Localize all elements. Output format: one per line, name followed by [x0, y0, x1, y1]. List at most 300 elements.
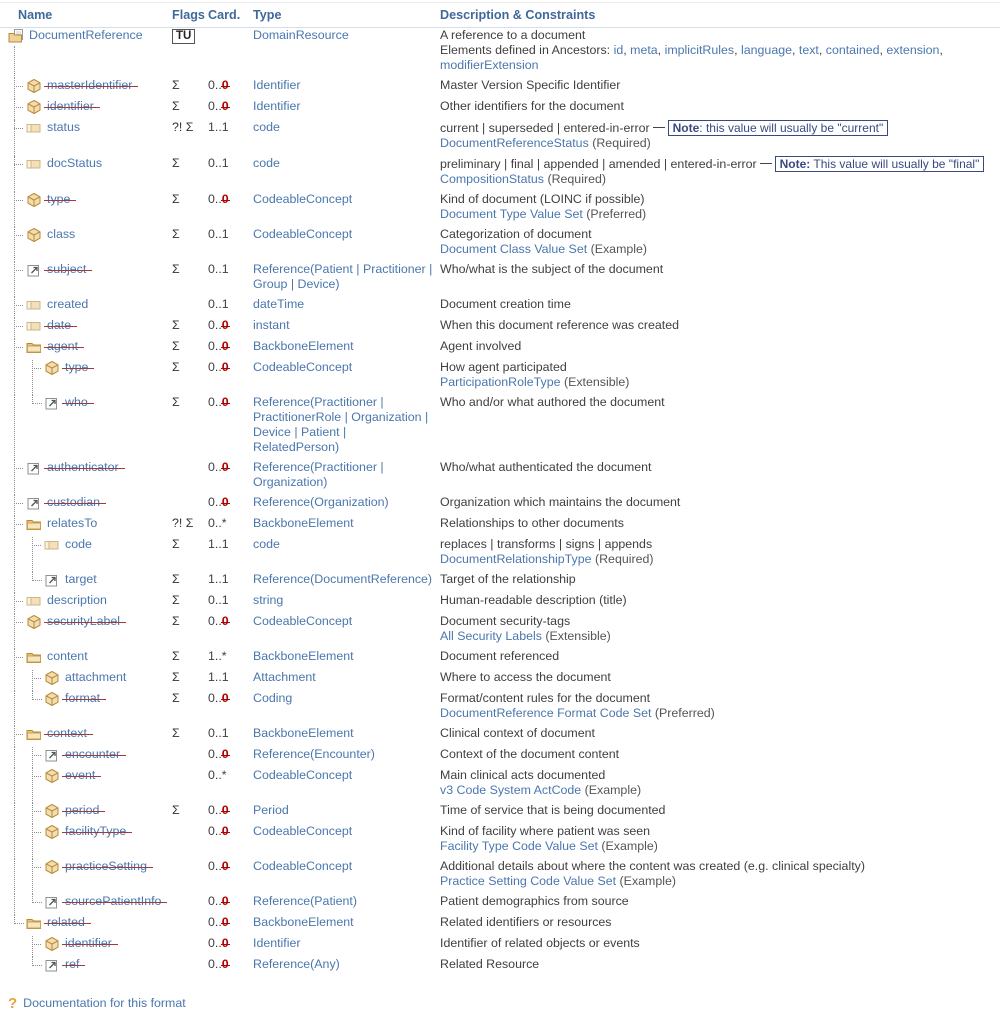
flags-text: Σ — [172, 614, 180, 628]
description-text: Master Version Specific Identifier — [440, 78, 621, 92]
cardinality-text: 1..1 — [208, 120, 229, 134]
description-link[interactable]: contained — [825, 43, 880, 57]
type-cell — [253, 824, 440, 859]
element-row-name — [0, 824, 172, 840]
description-link[interactable]: id — [613, 43, 624, 57]
element-row-name — [0, 318, 172, 334]
cardinality-cell — [208, 593, 253, 614]
element-name-link[interactable]: agent — [47, 339, 79, 353]
element-name-link[interactable]: status — [47, 120, 81, 134]
description-line — [440, 614, 1000, 629]
element-row-name — [0, 99, 172, 115]
description-link[interactable]: v3 Code System ActCode — [440, 783, 582, 797]
element-row-name — [0, 670, 172, 686]
description-line — [440, 262, 1000, 277]
name-cell — [0, 824, 172, 859]
description-text: Identifier of related objects or events — [440, 936, 640, 950]
flags-cell — [172, 670, 208, 691]
tree-line-icon — [14, 156, 15, 192]
flags-cell — [172, 395, 208, 460]
element-name-link[interactable]: encounter — [65, 747, 121, 761]
type-link[interactable]: Reference(Patient) — [253, 894, 357, 908]
description-line — [440, 670, 1000, 685]
type-cell — [253, 78, 440, 99]
description-line — [440, 915, 1000, 930]
description-link[interactable]: extension — [886, 43, 940, 57]
flags-cell — [172, 297, 208, 318]
type-link[interactable]: Reference(Practitioner | Organization) — [253, 460, 384, 489]
folder-icon — [26, 915, 42, 931]
description-line — [440, 395, 1000, 410]
description-line — [440, 859, 1000, 874]
description-cell — [440, 726, 1000, 747]
element-name-link[interactable]: custodian — [47, 495, 101, 509]
flags-cell — [172, 957, 208, 978]
table-row — [0, 649, 1000, 670]
cardinality-text: 0.. — [208, 859, 222, 873]
description-link[interactable]: DocumentReference Format Code Set — [440, 706, 652, 720]
description-link[interactable]: meta — [630, 43, 658, 57]
table-row — [0, 156, 1000, 192]
name-cell — [0, 156, 172, 192]
description-link[interactable]: Document Type Value Set — [440, 207, 583, 221]
cardinality-max: 0 — [221, 99, 229, 113]
element-row-name — [0, 572, 172, 588]
type-link[interactable]: Identifier — [253, 936, 301, 950]
type-link[interactable]: BackboneElement — [253, 915, 354, 929]
description-line — [440, 936, 1000, 951]
tree-line-icon — [14, 262, 15, 297]
element-name-link[interactable]: target — [65, 572, 97, 586]
datatype-icon — [44, 859, 60, 875]
flags-text: Σ — [172, 803, 180, 817]
name-cell — [0, 726, 172, 747]
description-line — [440, 593, 1000, 608]
type-cell — [253, 297, 440, 318]
type-link[interactable]: Identifier — [253, 99, 301, 113]
flags-cell — [172, 120, 208, 156]
element-name-link[interactable]: docStatus — [47, 156, 103, 170]
flags-cell — [172, 516, 208, 537]
type-link[interactable]: Reference(Practitioner | PractitionerRole | Organization | Device | Patient | RelatedPerson) — [253, 395, 429, 454]
element-row-name — [0, 192, 172, 208]
description-text: (Preferred) — [582, 207, 647, 221]
cardinality-cell — [208, 516, 253, 537]
table-row — [0, 537, 1000, 572]
cardinality-cell — [208, 894, 253, 915]
element-row-name — [0, 28, 172, 44]
type-link[interactable]: Reference(Organization) — [253, 495, 389, 509]
tree-branch-icon — [32, 832, 41, 833]
flags-cell — [172, 649, 208, 670]
cardinality-text: 0..1 — [208, 227, 229, 241]
flags-cell — [172, 318, 208, 339]
element-row-name — [0, 768, 172, 784]
element-name-link[interactable]: identifier — [65, 936, 112, 950]
description-text: current | superseded | entered-in-error — [440, 121, 650, 135]
type-link[interactable]: instant — [253, 318, 290, 332]
cardinality-text: 1..* — [208, 649, 227, 663]
tree-line-icon — [14, 339, 15, 360]
description-cell — [440, 516, 1000, 537]
type-link[interactable]: CodeableConcept — [253, 360, 353, 374]
column-header-name: Name — [0, 3, 172, 28]
name-cell — [0, 649, 172, 670]
element-name-link[interactable]: DocumentReference — [29, 28, 143, 42]
cardinality-max: 0 — [221, 915, 229, 929]
type-link[interactable]: CodeableConcept — [253, 227, 353, 241]
cardinality-max: 0 — [221, 192, 229, 206]
reference-icon — [26, 262, 42, 278]
datatype-icon — [44, 803, 60, 819]
cardinality-cell — [208, 670, 253, 691]
flags-cell — [172, 495, 208, 516]
table-row — [0, 395, 1000, 460]
tree-branch-icon — [32, 944, 41, 945]
description-line — [440, 957, 1000, 972]
cardinality-cell — [208, 936, 253, 957]
flags-text: Σ — [172, 395, 180, 409]
description-link[interactable]: All Security Labels — [440, 629, 542, 643]
flags-text: Σ — [172, 192, 180, 206]
documentation-link[interactable]: Documentation for this format — [23, 996, 186, 1010]
description-text: (Extensible) — [560, 375, 630, 389]
cardinality-cell — [208, 859, 253, 894]
type-link[interactable]: CodeableConcept — [253, 859, 353, 873]
type-cell — [253, 593, 440, 614]
description-line — [440, 136, 1000, 151]
tree-branch-icon — [14, 200, 23, 201]
tree-branch-icon — [32, 811, 41, 812]
flags-cell — [172, 859, 208, 894]
type-link[interactable]: DomainResource — [253, 28, 349, 42]
type-link[interactable]: Attachment — [253, 670, 316, 684]
flags-text: Σ — [172, 339, 180, 353]
flags-text: Σ — [172, 593, 180, 607]
description-link[interactable]: modifierExtension — [440, 58, 539, 72]
type-link[interactable]: Coding — [253, 691, 293, 705]
cardinality-max: 0 — [221, 803, 229, 817]
cardinality-cell — [208, 156, 253, 192]
table-row — [0, 691, 1000, 726]
description-text: Target of the relationship — [440, 572, 576, 586]
tree-branch-icon — [14, 734, 23, 735]
flags-cell — [172, 768, 208, 803]
description-text: Who/what authenticated the document — [440, 460, 652, 474]
description-link[interactable]: Document Class Value Set — [440, 242, 588, 256]
element-name-link[interactable]: who — [65, 395, 88, 409]
description-link[interactable]: DocumentRelationshipType — [440, 552, 592, 566]
tree-line-icon — [14, 192, 15, 227]
table-row — [0, 768, 1000, 803]
description-link[interactable]: Facility Type Code Value Set — [440, 839, 598, 853]
description-cell — [440, 614, 1000, 649]
description-cell — [440, 192, 1000, 227]
cardinality-max: 0 — [221, 747, 229, 761]
description-text: , — [879, 43, 887, 57]
flags-cell — [172, 227, 208, 262]
table-row — [0, 495, 1000, 516]
description-line — [440, 227, 1000, 242]
tree-branch-icon — [14, 622, 23, 623]
name-cell — [0, 768, 172, 803]
tree-elbow-icon — [32, 957, 42, 966]
element-name-link[interactable]: type — [65, 360, 89, 374]
cardinality-max: 0 — [221, 691, 229, 705]
type-link[interactable]: dateTime — [253, 297, 305, 311]
name-cell — [0, 936, 172, 957]
flags-text: Σ — [172, 649, 180, 663]
description-text: , — [792, 43, 799, 57]
flags-cell — [172, 803, 208, 824]
description-link[interactable]: DocumentReferenceStatus — [440, 136, 589, 150]
type-link[interactable]: CodeableConcept — [253, 192, 353, 206]
type-link[interactable]: BackboneElement — [253, 649, 354, 663]
element-name-link[interactable]: ref — [65, 957, 80, 971]
description-text: replaces | transforms | signs | appends — [440, 537, 653, 551]
table-row — [0, 516, 1000, 537]
tree-line-icon — [32, 824, 33, 859]
element-name-link[interactable]: type — [47, 192, 71, 206]
element-name-link[interactable]: sourcePatientInfo — [65, 894, 162, 908]
cardinality-text: 0..1 — [208, 726, 229, 740]
type-link[interactable]: code — [253, 537, 280, 551]
description-text: Related Resource — [440, 957, 540, 971]
table-row — [0, 318, 1000, 339]
flags-cell — [172, 824, 208, 859]
description-text: Document security-tags — [440, 614, 571, 628]
flags-text: Σ — [172, 691, 180, 705]
description-text: When this document reference was created — [440, 318, 679, 332]
note-label: Note — [672, 121, 700, 135]
type-link[interactable]: CodeableConcept — [253, 768, 353, 782]
type-link[interactable]: BackboneElement — [253, 726, 354, 740]
description-link[interactable]: text — [798, 43, 819, 57]
tree-branch-icon — [32, 368, 41, 369]
element-name-link[interactable]: date — [47, 318, 72, 332]
element-row-name — [0, 227, 172, 243]
flags-cell — [172, 28, 208, 79]
description-text: Relationships to other documents — [440, 516, 624, 530]
tree-elbow-icon — [32, 572, 42, 581]
name-cell — [0, 691, 172, 726]
description-text: Document referenced — [440, 649, 560, 663]
description-text: Related identifiers or resources — [440, 915, 612, 929]
table-row — [0, 78, 1000, 99]
description-line — [440, 375, 1000, 390]
reference-icon — [26, 460, 42, 476]
element-name-link[interactable]: practiceSetting — [65, 859, 147, 873]
type-cell — [253, 262, 440, 297]
cardinality-cell — [208, 691, 253, 726]
description-text: Where to access the document — [440, 670, 611, 684]
name-cell — [0, 572, 172, 593]
description-text: (Example) — [616, 874, 677, 888]
cardinality-text: 1..1 — [208, 670, 229, 684]
description-text: preliminary | final | appended | amended | entered-in-error — [440, 157, 757, 171]
tree-line-icon — [14, 691, 15, 726]
tree-line-icon — [14, 78, 15, 99]
description-text: A reference to a document — [440, 28, 586, 42]
primitive-icon — [26, 156, 42, 172]
element-name-link[interactable]: relatesTo — [47, 516, 98, 530]
tree-branch-icon — [14, 86, 23, 87]
type-link[interactable]: Reference(DocumentReference) — [253, 572, 433, 586]
description-cell — [440, 460, 1000, 495]
type-link[interactable]: Identifier — [253, 78, 301, 92]
cardinality-cell — [208, 768, 253, 803]
element-name-link[interactable]: code — [65, 537, 92, 551]
cardinality-text: 0.. — [208, 957, 222, 971]
cardinality-cell — [208, 915, 253, 936]
table-row — [0, 120, 1000, 156]
element-row-name — [0, 915, 172, 931]
type-link[interactable]: CodeableConcept — [253, 614, 353, 628]
element-name-link[interactable]: event — [65, 768, 96, 782]
type-cell — [253, 28, 440, 79]
flags-text: Σ — [172, 360, 180, 374]
element-name-link[interactable]: class — [47, 227, 76, 241]
cardinality-max: 0 — [221, 894, 229, 908]
help-icon: ? — [8, 995, 18, 1012]
reference-icon — [44, 747, 60, 763]
description-link[interactable]: implicitRules — [664, 43, 735, 57]
folder-icon — [26, 339, 42, 355]
tree-branch-icon — [32, 755, 41, 756]
type-link[interactable]: CodeableConcept — [253, 824, 353, 838]
tree-branch-icon — [14, 657, 23, 658]
cardinality-max: 0 — [221, 936, 229, 950]
trial-use-flag: TU — [172, 29, 195, 44]
tree-line-icon — [14, 670, 15, 691]
description-line — [440, 649, 1000, 664]
resource-icon — [8, 28, 24, 44]
note-connector-line — [653, 127, 665, 128]
tree-branch-icon — [14, 305, 23, 306]
element-name-link[interactable]: related — [47, 915, 85, 929]
primitive-icon — [26, 297, 42, 313]
element-name-link[interactable]: masterIdentifier — [47, 78, 133, 92]
element-row-name — [0, 516, 172, 532]
description-text: Context of the document content — [440, 747, 620, 761]
element-name-link[interactable]: identifier — [47, 99, 94, 113]
tree-line-icon — [14, 768, 15, 803]
cardinality-cell — [208, 192, 253, 227]
element-row-name — [0, 649, 172, 665]
element-name-link[interactable]: subject — [47, 262, 87, 276]
type-link[interactable]: BackboneElement — [253, 516, 354, 530]
cardinality-text: 0.. — [208, 894, 222, 908]
element-name-link[interactable]: facilityType — [65, 824, 127, 838]
cardinality-text: 1..1 — [208, 572, 229, 586]
description-text: , — [818, 43, 826, 57]
description-cell — [440, 78, 1000, 99]
table-row — [0, 747, 1000, 768]
note-box: Note: this value will usually be "current" — [668, 120, 889, 136]
description-line — [440, 572, 1000, 587]
description-cell — [440, 859, 1000, 894]
table-row — [0, 824, 1000, 859]
type-link[interactable]: code — [253, 120, 280, 134]
name-cell — [0, 614, 172, 649]
type-link[interactable]: code — [253, 156, 280, 170]
description-line — [440, 156, 1000, 172]
description-text: Kind of document (LOINC if possible) — [440, 192, 645, 206]
datatype-icon — [44, 670, 60, 686]
name-cell — [0, 99, 172, 120]
element-name-link[interactable]: period — [65, 803, 100, 817]
type-link[interactable]: Reference(Any) — [253, 957, 340, 971]
table-row — [0, 859, 1000, 894]
description-line — [440, 629, 1000, 644]
tree-branch-icon — [14, 503, 23, 504]
type-link[interactable]: Reference(Encounter) — [253, 747, 375, 761]
description-line — [440, 99, 1000, 114]
tree-branch-icon — [32, 867, 41, 868]
description-link[interactable]: language — [741, 43, 792, 57]
element-name-link[interactable]: description — [47, 593, 107, 607]
cardinality-cell — [208, 227, 253, 262]
name-cell — [0, 28, 172, 79]
flags-cell — [172, 360, 208, 395]
element-name-link[interactable]: format — [65, 691, 101, 705]
description-cell — [440, 670, 1000, 691]
element-row-name — [0, 460, 172, 476]
tree-line-icon — [14, 859, 15, 894]
element-name-link[interactable]: context — [47, 726, 87, 740]
description-line — [440, 28, 1000, 43]
element-name-link[interactable]: attachment — [65, 670, 127, 684]
cardinality-cell — [208, 395, 253, 460]
description-line — [440, 192, 1000, 207]
flags-cell — [172, 894, 208, 915]
type-link[interactable]: string — [253, 593, 284, 607]
type-link[interactable]: Reference(Patient | Practitioner | Group | Device) — [253, 262, 433, 291]
type-link[interactable]: Period — [253, 803, 289, 817]
type-cell — [253, 572, 440, 593]
table-row — [0, 192, 1000, 227]
cardinality-cell — [208, 262, 253, 297]
element-name-link[interactable]: created — [47, 297, 89, 311]
element-name-link[interactable]: securityLabel — [47, 614, 121, 628]
element-row-name — [0, 957, 172, 973]
tree-branch-icon — [32, 678, 41, 679]
description-link[interactable]: CompositionStatus — [440, 172, 544, 186]
tree-line-icon — [32, 747, 33, 768]
name-cell — [0, 859, 172, 894]
description-cell — [440, 495, 1000, 516]
element-name-link[interactable]: content — [47, 649, 88, 663]
cardinality-cell — [208, 460, 253, 495]
cardinality-cell — [208, 572, 253, 593]
element-row-name — [0, 156, 172, 172]
type-link[interactable]: BackboneElement — [253, 339, 354, 353]
tree-line-icon — [14, 318, 15, 339]
type-cell — [253, 691, 440, 726]
cardinality-cell — [208, 318, 253, 339]
reference-icon — [26, 495, 42, 511]
tree-line-icon — [32, 803, 33, 824]
table-row — [0, 572, 1000, 593]
description-line — [440, 78, 1000, 93]
element-name-link[interactable]: authenticator — [47, 460, 119, 474]
description-link[interactable]: Practice Setting Code Value Set — [440, 874, 617, 888]
tree-line-icon — [14, 803, 15, 824]
description-text: (Extensible) — [541, 629, 611, 643]
table-row — [0, 915, 1000, 936]
name-cell — [0, 460, 172, 495]
description-link[interactable]: ParticipationRoleType — [440, 375, 561, 389]
